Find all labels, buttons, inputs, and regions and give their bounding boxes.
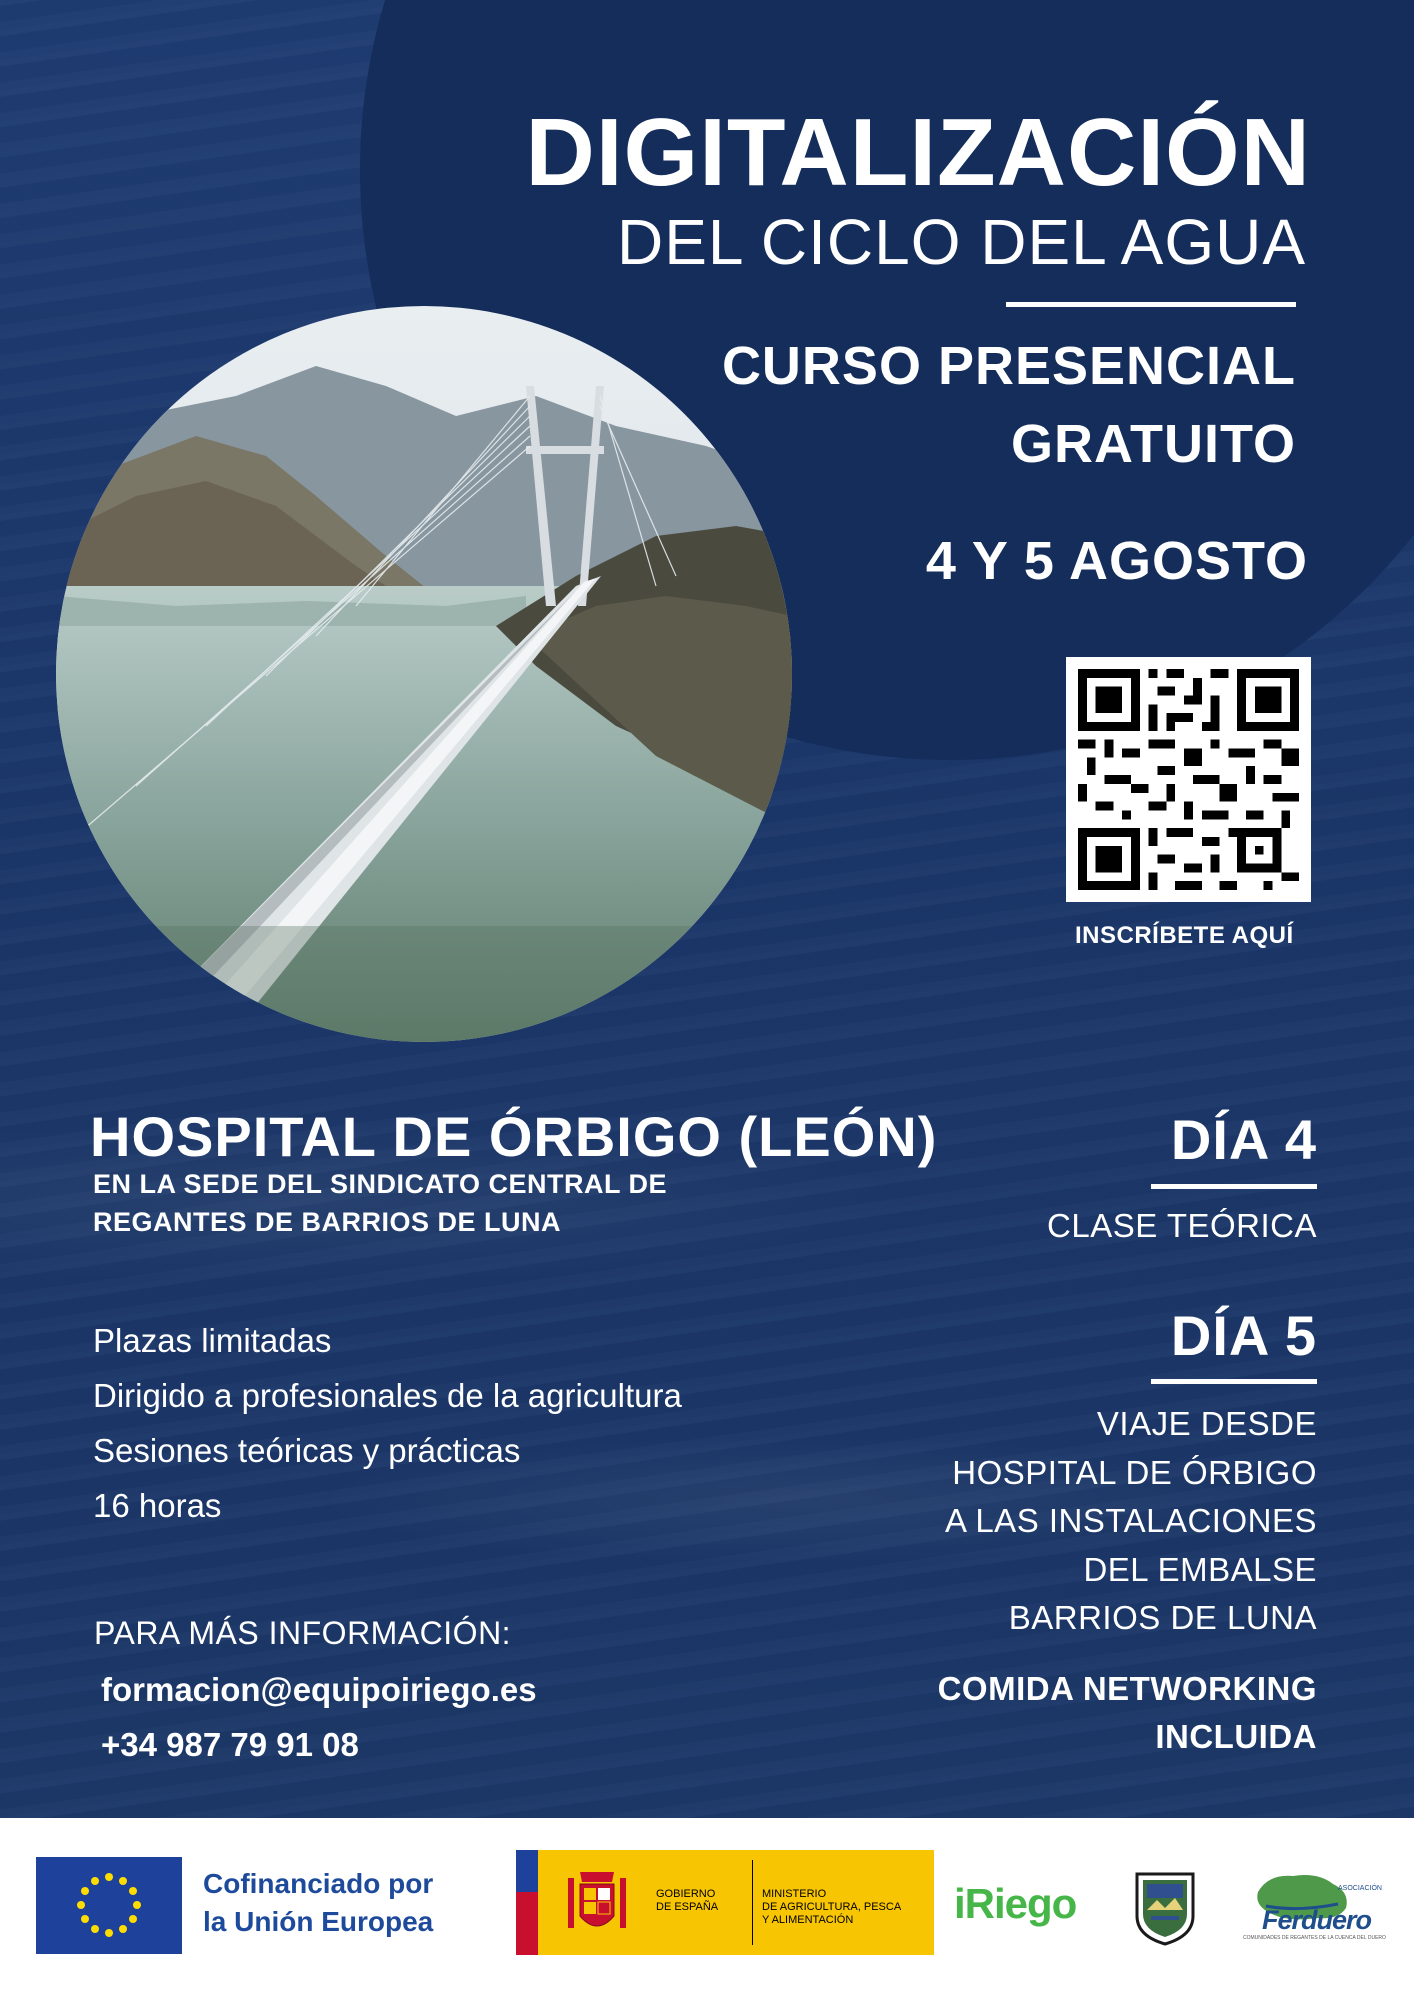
day5-line: BARRIOS DE LUNA — [1008, 1599, 1317, 1636]
bridge-reservoir-photo — [56, 306, 792, 1042]
ministry-text-line1: MINISTERIO — [762, 1888, 827, 1900]
flag-stripe — [516, 1850, 538, 1955]
main-title: DIGITALIZACIÓN — [525, 99, 1311, 206]
day5-title: DÍA 5 — [1170, 1304, 1317, 1367]
eu-cofinance-text-line2: la Unión Europea — [203, 1906, 434, 1937]
shield-icon — [1133, 1870, 1197, 1946]
day5-line: DEL EMBALSE — [1083, 1550, 1317, 1588]
contact-email-link[interactable]: formacion@equipoiriego.es — [101, 1671, 537, 1708]
day5-line: HOSPITAL DE ÓRBIGO — [952, 1453, 1317, 1491]
main-subtitle: DEL CICLO DEL AGUA — [616, 206, 1306, 278]
day4-title: DÍA 4 — [1170, 1108, 1317, 1171]
venue-detail-line2: REGANTES DE BARRIOS DE LUNA — [93, 1207, 562, 1237]
course-type-line1: CURSO PRESENCIAL — [721, 336, 1296, 396]
ferduero-subtitle: COMUNIDADES DE REGANTES DE LA CUENCA DEL DUERO — [1243, 1935, 1386, 1941]
coat-of-arms-icon — [562, 1864, 632, 1942]
feature-item: 16 horas — [93, 1487, 222, 1524]
qr-code-pattern — [1078, 669, 1299, 890]
day5-line: A LAS INSTALACIONES — [944, 1502, 1317, 1539]
meal-line1: COMIDA NETWORKING — [937, 1670, 1317, 1707]
day5-divider — [1151, 1379, 1317, 1384]
course-dates: 4 Y 5 AGOSTO — [925, 531, 1308, 591]
ministry-text-line2: DE AGRICULTURA, PESCA — [762, 1901, 902, 1913]
iriego-logo: iRiego — [954, 1880, 1077, 1927]
meal-note — [938, 1665, 1317, 1761]
course-type-line2: GRATUITO — [1011, 414, 1296, 474]
ferduero-logo-text: Ferduero — [1262, 1905, 1372, 1935]
qr-code-icon[interactable] — [1066, 657, 1311, 902]
eu-cofinance-text-line1: Cofinanciado por — [203, 1868, 434, 1899]
info-label: PARA MÁS INFORMACIÓN: — [94, 1615, 512, 1651]
spanish-government-logo — [516, 1850, 934, 1955]
eu-stars-icon — [36, 1857, 182, 1954]
feature-item: Plazas limitadas — [93, 1322, 332, 1359]
venue-name: HOSPITAL DE ÓRBIGO (LEÓN) — [90, 1105, 938, 1168]
day4-description: CLASE TEÓRICA — [1047, 1207, 1317, 1244]
gov-text-line2: DE ESPAÑA — [656, 1901, 719, 1913]
meal-line2: INCLUIDA — [1155, 1718, 1317, 1755]
gov-divider — [752, 1860, 753, 1945]
title-divider — [1006, 302, 1296, 307]
day5-description — [945, 1400, 1317, 1643]
gov-text-line1: GOBIERNO — [656, 1888, 716, 1900]
ferduero-tagline: ASOCIACIÓN — [1338, 1885, 1382, 1892]
feature-item: Dirigido a profesionales de la agricultura — [93, 1377, 682, 1414]
venue-detail-line1: EN LA SEDE DEL SINDICATO CENTRAL DE — [93, 1169, 668, 1199]
day5-line: VIAJE DESDE — [1096, 1405, 1317, 1442]
qr-caption: INSCRÍBETE AQUÍ — [1075, 922, 1294, 949]
feature-item: Sesiones teóricas y prácticas — [93, 1432, 521, 1469]
eu-flag-icon — [36, 1857, 182, 1954]
day4-divider — [1151, 1184, 1317, 1189]
bridge-landscape-illustration — [56, 306, 792, 1042]
ministry-text-line3: Y ALIMENTACIÓN — [762, 1914, 854, 1926]
contact-phone-link[interactable]: +34 987 79 91 08 — [101, 1726, 359, 1763]
